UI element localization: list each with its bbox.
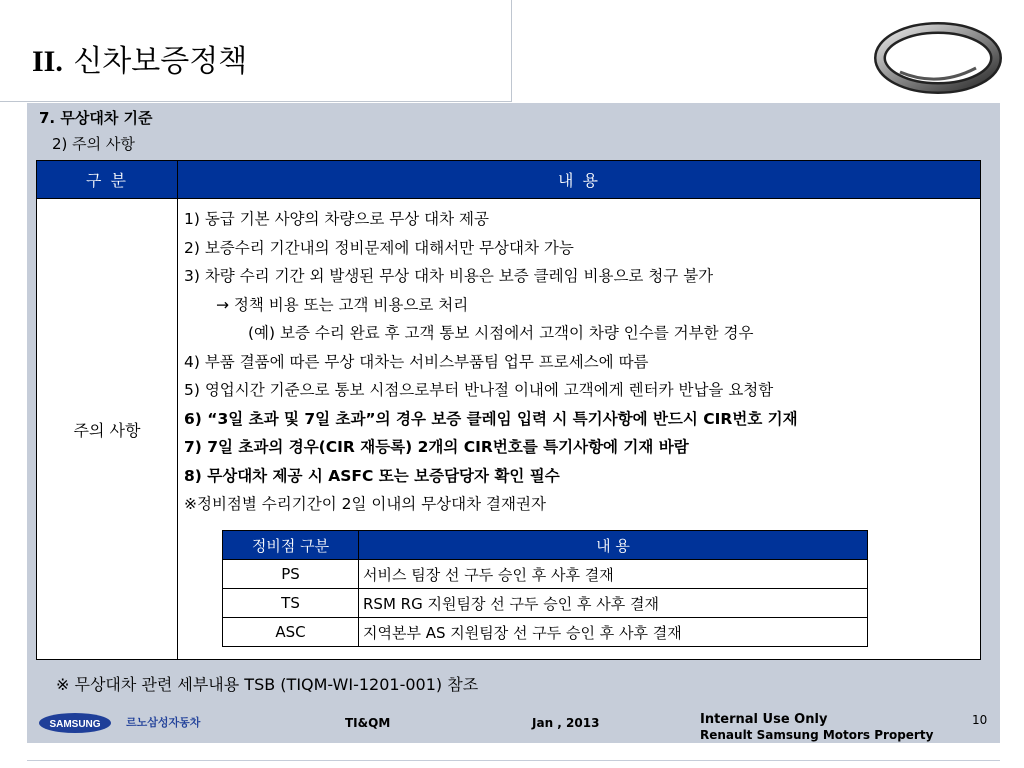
main-table-header-row [37,161,981,199]
footer-property: Renault Samsung Motors Property [700,728,934,742]
approver-type-cell: ASC [223,618,359,647]
content-line: 3) 차량 수리 기간 외 발생된 무상 대차 비용은 보증 클레임 비용으로 청구 불가 [184,267,714,285]
title-box [0,0,512,102]
section-title: 7. 무상대차 기준 [39,109,153,127]
title-roman: II. [32,45,63,78]
approver-header-content: 내 용 [359,531,868,560]
bottom-divider [27,760,1000,761]
content-line: 5) 영업시간 기준으로 통보 시점으로부터 반나절 이내에 고객에게 렌터카 반납을 요청함 [184,381,774,399]
approver-table [222,530,868,647]
samsung-logo-icon [38,712,112,734]
main-header-content: 내 용 [178,161,981,199]
content-line: 6) “3일 초과 및 7일 초과”의 경우 보증 클레임 입력 시 특기사항에 반드시 CIR번호 기재 [184,409,798,428]
samsung-logo-text: SAMSUNG [49,719,101,730]
content-line: 8) 무상대차 제공 시 ASFC 또는 보증담당자 확인 필수 [184,466,560,485]
approver-header-type: 정비점 구분 [223,531,359,560]
content-line: ※정비점별 수리기간이 2일 이내의 무상대차 결재권자 [184,495,546,513]
approver-type-cell: TS [223,589,359,618]
footer-classification: Internal Use Only [700,712,828,727]
table-row [223,589,868,618]
approver-content-cell: RSM RG 지원팀장 선 구두 승인 후 사후 결재 [359,589,868,618]
content-line: (예) 보증 수리 완료 후 고객 통보 시점에서 고객이 차량 인수를 거부한 경우 [248,324,754,342]
reference-note: ※ 무상대차 관련 세부내용 TSB (TIQM-WI-1201-001) 참조 [56,675,479,694]
approver-header-row [223,531,868,560]
content-line: 4) 부품 결품에 따른 무상 대차는 서비스부품팀 업무 프로세스에 따름 [184,352,649,371]
approver-content-cell: 서비스 팀장 선 구두 승인 후 사후 결재 [359,560,868,589]
content-lines [178,199,980,519]
main-header-category: 구 분 [37,161,178,199]
section-subtitle: 2) 주의 사항 [52,135,135,153]
approver-content-cell: 지역본부 AS 지원팀장 선 구두 승인 후 사후 결재 [359,618,868,647]
page-title [32,36,247,80]
footer-date: Jan , 2013 [532,716,600,730]
content-line: 2) 보증수리 기간내의 정비문제에 대해서만 무상대차 가능 [184,238,574,257]
approver-type-cell: PS [223,560,359,589]
content-line: → 정책 비용 또는 고객 비용으로 처리 [216,295,469,314]
content-line: 7) 7일 초과의 경우(CIR 재등록) 2개의 CIR번호를 특기사항에 기재 바람 [184,438,689,456]
table-row [223,560,868,589]
page-number: 10 [972,713,988,727]
content-line: 1) 동급 기본 사양의 차량으로 무상 대차 제공 [184,210,489,228]
title-korean: 신차보증정책 [73,44,248,79]
category-cell: 주의 사항 [37,199,178,660]
company-korean: 르노삼성자동차 [126,716,201,729]
footer-dept: TI&QM [345,716,391,730]
table-row [223,618,868,647]
renault-samsung-logo-icon [872,18,1004,98]
